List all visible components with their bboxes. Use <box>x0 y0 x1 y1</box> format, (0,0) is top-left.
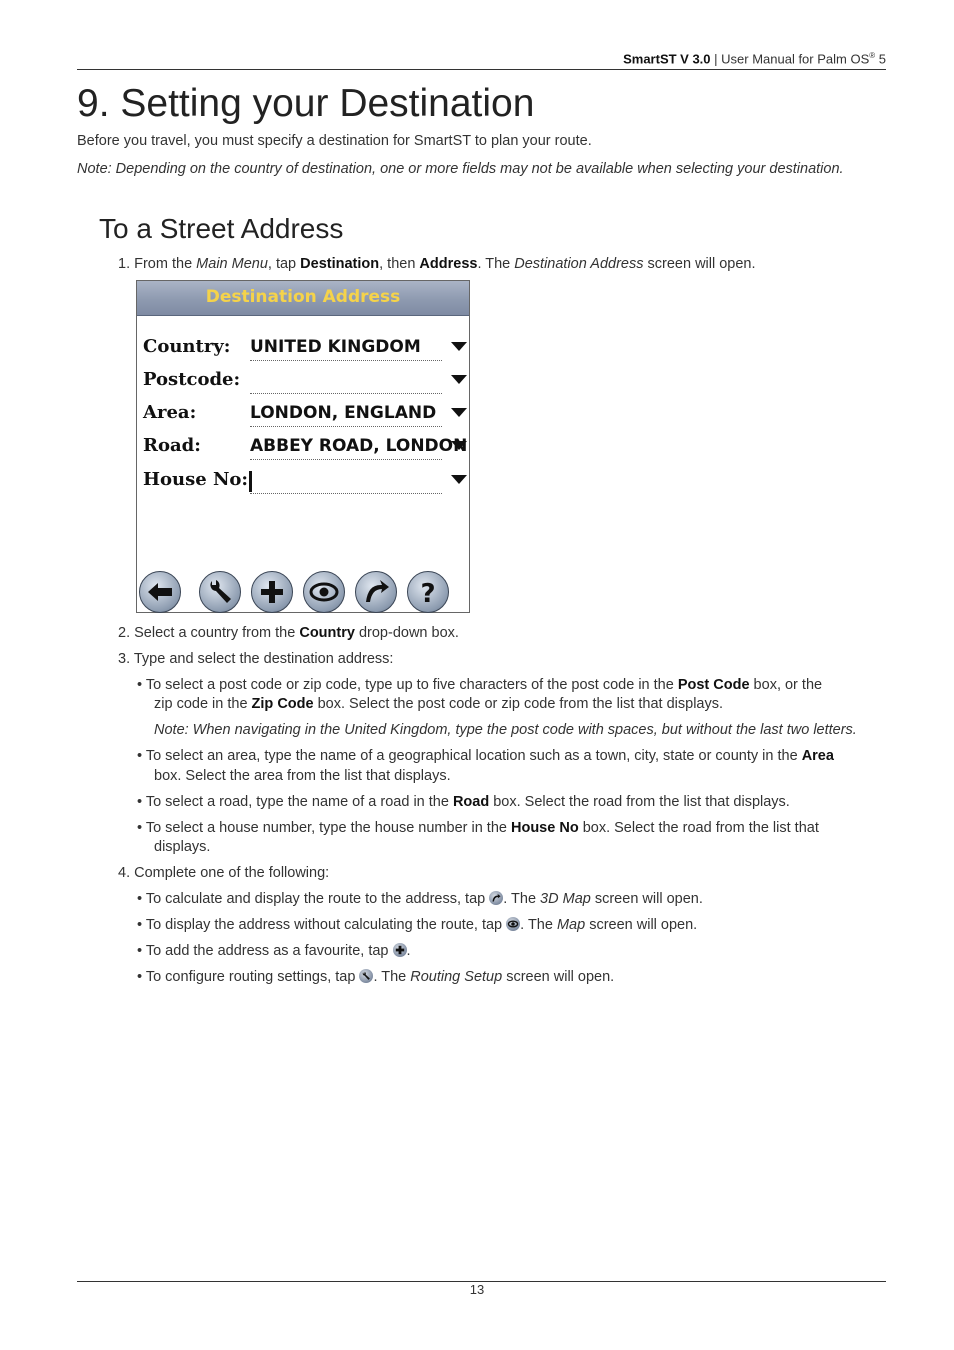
dropdown-arrow-icon[interactable] <box>451 342 467 351</box>
manual-name: User Manual for Palm OS <box>721 51 870 67</box>
country-label: Country: <box>143 336 231 357</box>
area-value[interactable]: LONDON, ENGLAND <box>250 402 442 427</box>
bullet-house-no-cont: displays. <box>154 839 211 855</box>
os-version: 5 <box>875 51 886 67</box>
step-1: 1. From the Main Menu, tap Destination, then Address. The Destination Address screen will open. <box>118 256 756 272</box>
house-no-value[interactable] <box>250 469 442 494</box>
registered-mark: ® <box>869 51 876 60</box>
text-cursor <box>249 471 252 492</box>
page-title: 9. Setting your Destination <box>77 82 535 125</box>
house-no-label: House No: <box>143 469 249 490</box>
dropdown-arrow-icon[interactable] <box>451 408 467 417</box>
bullet-area-cont: box. Select the area from the list that displays. <box>154 768 451 784</box>
note-postcode: Note: When navigating in the United Kingdom, type the post code with spaces, but without the last two letters. <box>154 722 857 738</box>
road-value[interactable]: ABBEY ROAD, LONDON <box>250 435 442 460</box>
road-label: Road: <box>143 435 201 456</box>
section-heading: To a Street Address <box>99 213 344 244</box>
bullet-road: • To select a road, type the name of a road in the Road box. Select the road from the list that displays. <box>137 794 790 810</box>
intro-text: Before you travel, you must specify a destination for SmartST to plan your route. <box>77 133 592 149</box>
house-no-field[interactable] <box>143 469 469 497</box>
running-header <box>623 51 886 66</box>
bullet-routing: • To configure routing settings, tap . The Routing Setup screen will open. <box>137 969 615 985</box>
note-text: Note: Depending on the country of destination, one or more fields may not be available when selecting your destination. <box>77 161 844 177</box>
route-arrow-icon[interactable] <box>355 571 397 613</box>
postcode-value[interactable] <box>250 369 442 394</box>
postcode-label: Postcode: <box>143 369 241 390</box>
help-icon[interactable] <box>407 571 449 613</box>
road-field[interactable] <box>143 435 469 463</box>
plus-icon[interactable] <box>251 571 293 613</box>
header-rule <box>77 69 886 70</box>
step-4: 4. Complete one of the following: <box>118 865 330 881</box>
area-field[interactable] <box>143 402 469 430</box>
bullet-calculate: • To calculate and display the route to the address, tap . The 3D Map screen will open. <box>137 891 703 907</box>
header-separator: | <box>710 51 722 67</box>
wrench-icon[interactable] <box>199 571 241 613</box>
page-number: 13 <box>469 1282 485 1297</box>
device-title-bar: Destination Address <box>137 281 469 316</box>
country-value[interactable]: UNITED KINGDOM <box>250 336 442 361</box>
bullet-favourite: • To add the address as a favourite, tap . <box>137 943 411 959</box>
wrench-icon <box>359 969 373 983</box>
step-2: 2. Select a country from the Country drop-down box. <box>118 625 459 641</box>
area-label: Area: <box>143 402 197 423</box>
bullet-postcode: • To select a post code or zip code, type up to five characters of the post code in the Post Code box, or the <box>137 677 823 693</box>
dropdown-arrow-icon[interactable] <box>451 475 467 484</box>
bullet-area: • To select an area, type the name of a geographical location such as a town, city, state or county in the Area <box>137 748 834 764</box>
back-arrow-icon[interactable] <box>139 571 181 613</box>
plus-icon <box>393 943 407 957</box>
dropdown-arrow-icon[interactable] <box>451 441 467 450</box>
svg-text:?: ? <box>420 579 436 609</box>
bullet-display: • To display the address without calculating the route, tap . The Map screen will open. <box>137 917 698 933</box>
eye-icon <box>506 917 520 931</box>
route-arrow-icon <box>489 891 503 905</box>
eye-icon[interactable] <box>303 571 345 613</box>
country-field[interactable] <box>143 336 469 364</box>
bullet-house-no: • To select a house number, type the house number in the House No box. Select the road from the list that <box>137 820 819 836</box>
bullet-postcode-cont: zip code in the Zip Code box. Select the post code or zip code from the list that displays. <box>154 696 724 712</box>
step-3: 3. Type and select the destination address: <box>118 651 394 667</box>
device-screenshot <box>136 280 470 613</box>
dropdown-arrow-icon[interactable] <box>451 375 467 384</box>
postcode-field[interactable] <box>143 369 469 397</box>
product-name: SmartST V 3.0 <box>623 51 711 67</box>
